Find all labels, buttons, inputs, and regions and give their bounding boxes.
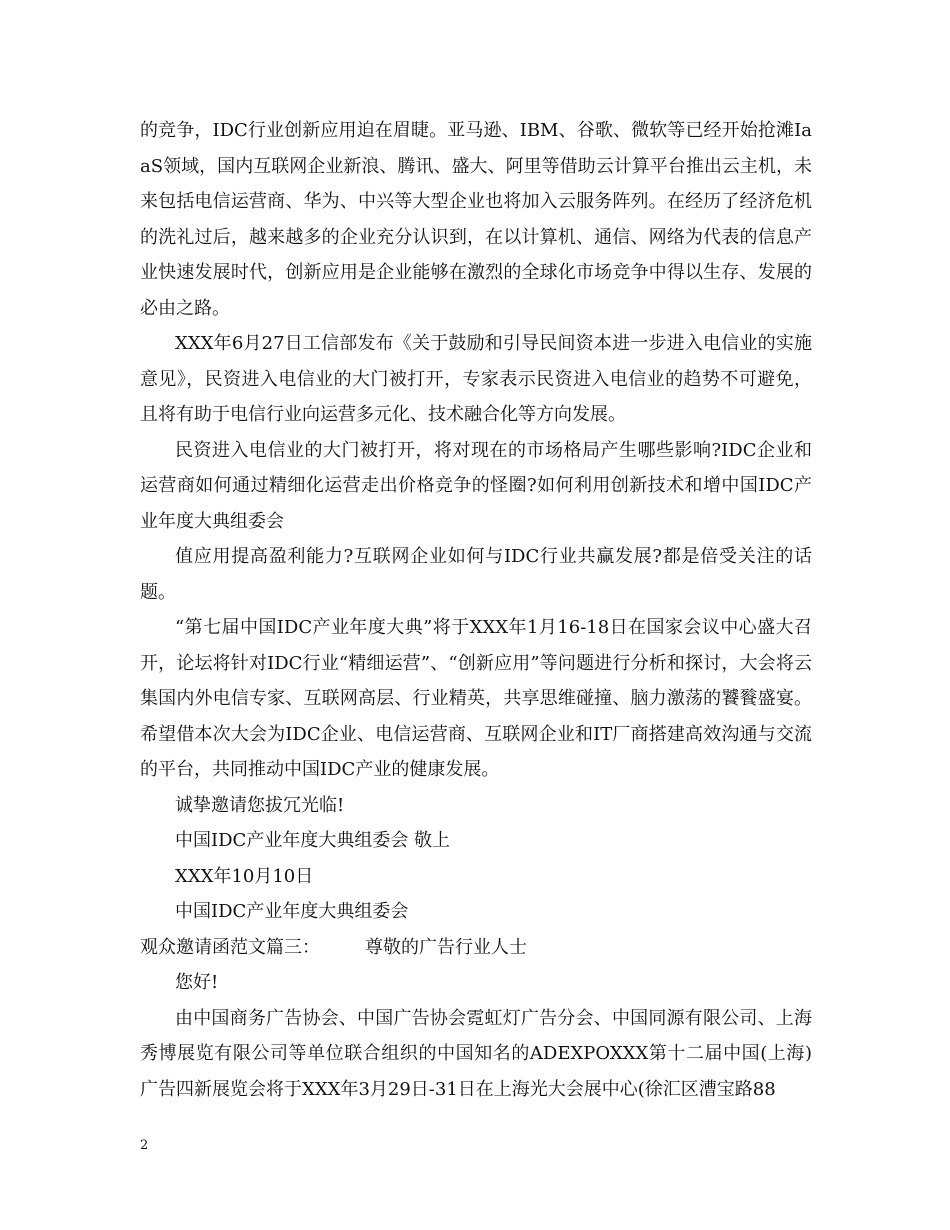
organizer-line: 中国IDC产业年度大典组委会 <box>175 901 409 922</box>
signature-line: 中国IDC产业年度大典组委会 敬上 <box>175 830 451 851</box>
section-heading-addressee: 尊敬的广告行业人士 <box>365 936 527 958</box>
paragraph-2: XXX年6月27日工信部发布《关于鼓励和引导民间资本进一步进入电信业的实施意见》，民资进入电信业的大门被打开，专家表示民资进入电信业的趋势不可避免，且将有助于电信行业向运营多元化、技术融合化等方向发展。 <box>140 333 812 425</box>
date-line: XXX年10月10日 <box>175 865 314 887</box>
greeting-line: 您好! <box>175 972 219 993</box>
paragraph-4: 值应用提高盈利能力?互联网企业如何与IDC行业共赢发展?都是倍受关注的话题。 <box>140 546 812 603</box>
section-heading <box>140 930 812 966</box>
section-heading-label: 观众邀请函范文篇三： <box>140 936 320 958</box>
paragraph-6: 诚挚邀请您拔冗光临! <box>175 794 345 816</box>
paragraph-expo: 由中国商务广告协会、中国广告协会霓虹灯广告分会、中国同源有限公司、上海秀博展览有限公司等单位联合组织的中国知名的ADEXPOXXX第十二届中国(上海)广告四新展览会将于XXX年3月29日-31日在上海光大会展中心(徐汇区漕宝路88 <box>140 1007 812 1100</box>
page-number: 2 <box>140 1138 149 1153</box>
paragraph-1: 的竞争，IDC行业创新应用迫在眉睫。亚马逊、IBM、谷歌、微软等已经开始抢滩IaaS领域，国内互联网企业新浪、腾讯、盛大、阿里等借助云计算平台推出云主机，未来包括电信运营商、华为、中兴等大型企业也将加入云服务阵列。在经历了经济危机的洗礼过后，越来越多的企业充分认识到，在以计算机、通信、网络为代表的信息产业快速发展时代，创新应用是企业能够在激烈的全球化市场竞争中得以生存、发展的必由之路。 <box>140 120 812 319</box>
document-body <box>140 113 812 1107</box>
paragraph-5: “第七届中国IDC产业年度大典”将于XXX年1月16-18日在国家会议中心盛大召开，论坛将针对IDC行业“精细运营”、“创新应用”等问题进行分析和探讨，大会将云集国内外电信专家、互联网高层、行业精英，共享思维碰撞、脑力激荡的饕餮盛宴。希望借本次大会为IDC企业、电信运营商、互联网企业和IT厂商搭建高效沟通与交流的平台，共同推动中国IDC产业的健康发展。 <box>140 617 812 780</box>
paragraph-3: 民资进入电信业的大门被打开，将对现在的市场格局产生哪些影响?IDC企业和运营商如何通过精细化运营走出价格竞争的怪圈?如何利用创新技术和增中国IDC产业年度大典组委会 <box>140 439 812 532</box>
